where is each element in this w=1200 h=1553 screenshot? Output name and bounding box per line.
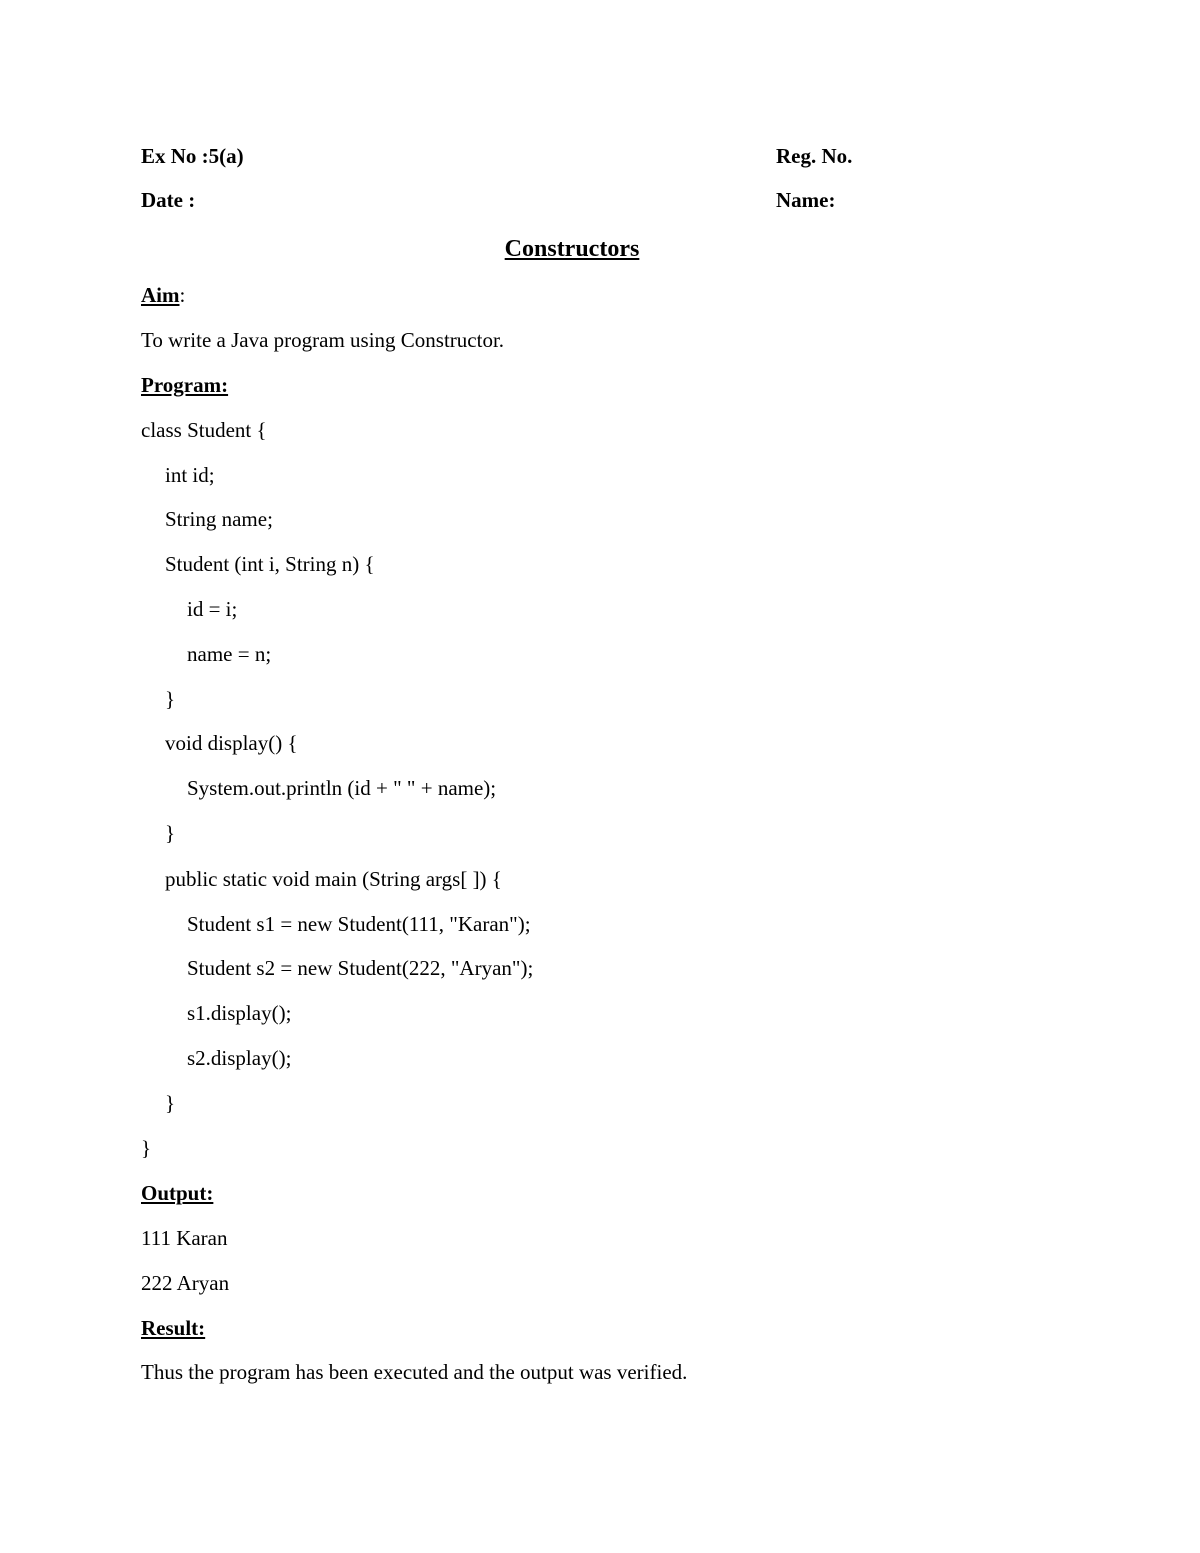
code-line: } — [165, 687, 176, 711]
aim-colon: : — [179, 283, 186, 307]
name-label: Name: — [776, 188, 836, 212]
aim-text: To write a Java program using Constructor. — [141, 328, 505, 352]
code-line: s2.display(); — [187, 1046, 292, 1070]
page-title: Constructors — [504, 236, 640, 262]
aim-heading-row — [141, 282, 185, 308]
result-heading: Result: — [141, 1316, 206, 1340]
output-line: 111 Karan — [141, 1226, 228, 1250]
aim-heading: Aim — [141, 283, 180, 307]
code-line: s1.display(); — [187, 1001, 292, 1025]
ex-no: Ex No :5(a) — [141, 144, 244, 168]
code-line: int id; — [165, 463, 215, 487]
code-line: id = i; — [187, 597, 238, 621]
code-line: public static void main (String args[ ]) { — [165, 867, 502, 891]
code-line: } — [165, 1091, 176, 1115]
code-line: name = n; — [187, 642, 272, 666]
program-heading: Program: — [141, 373, 229, 397]
code-line: System.out.println (id + " " + name); — [187, 776, 497, 800]
code-line: class Student { — [141, 418, 267, 442]
date: Date : — [141, 188, 196, 212]
code-line: Student s2 = new Student(222, "Aryan"); — [187, 956, 534, 980]
code-line: } — [141, 1136, 152, 1160]
code-line: } — [165, 821, 176, 845]
code-line: void display() { — [165, 731, 298, 755]
code-line: Student s1 = new Student(111, "Karan"); — [187, 912, 531, 936]
code-line: Student (int i, String n) { — [165, 552, 375, 576]
output-line: 222 Aryan — [141, 1271, 230, 1295]
output-heading: Output: — [141, 1181, 214, 1205]
code-line: String name; — [165, 507, 273, 531]
reg-no: Reg. No. — [776, 144, 853, 168]
result-text: Thus the program has been executed and the output was verified. — [141, 1360, 688, 1384]
